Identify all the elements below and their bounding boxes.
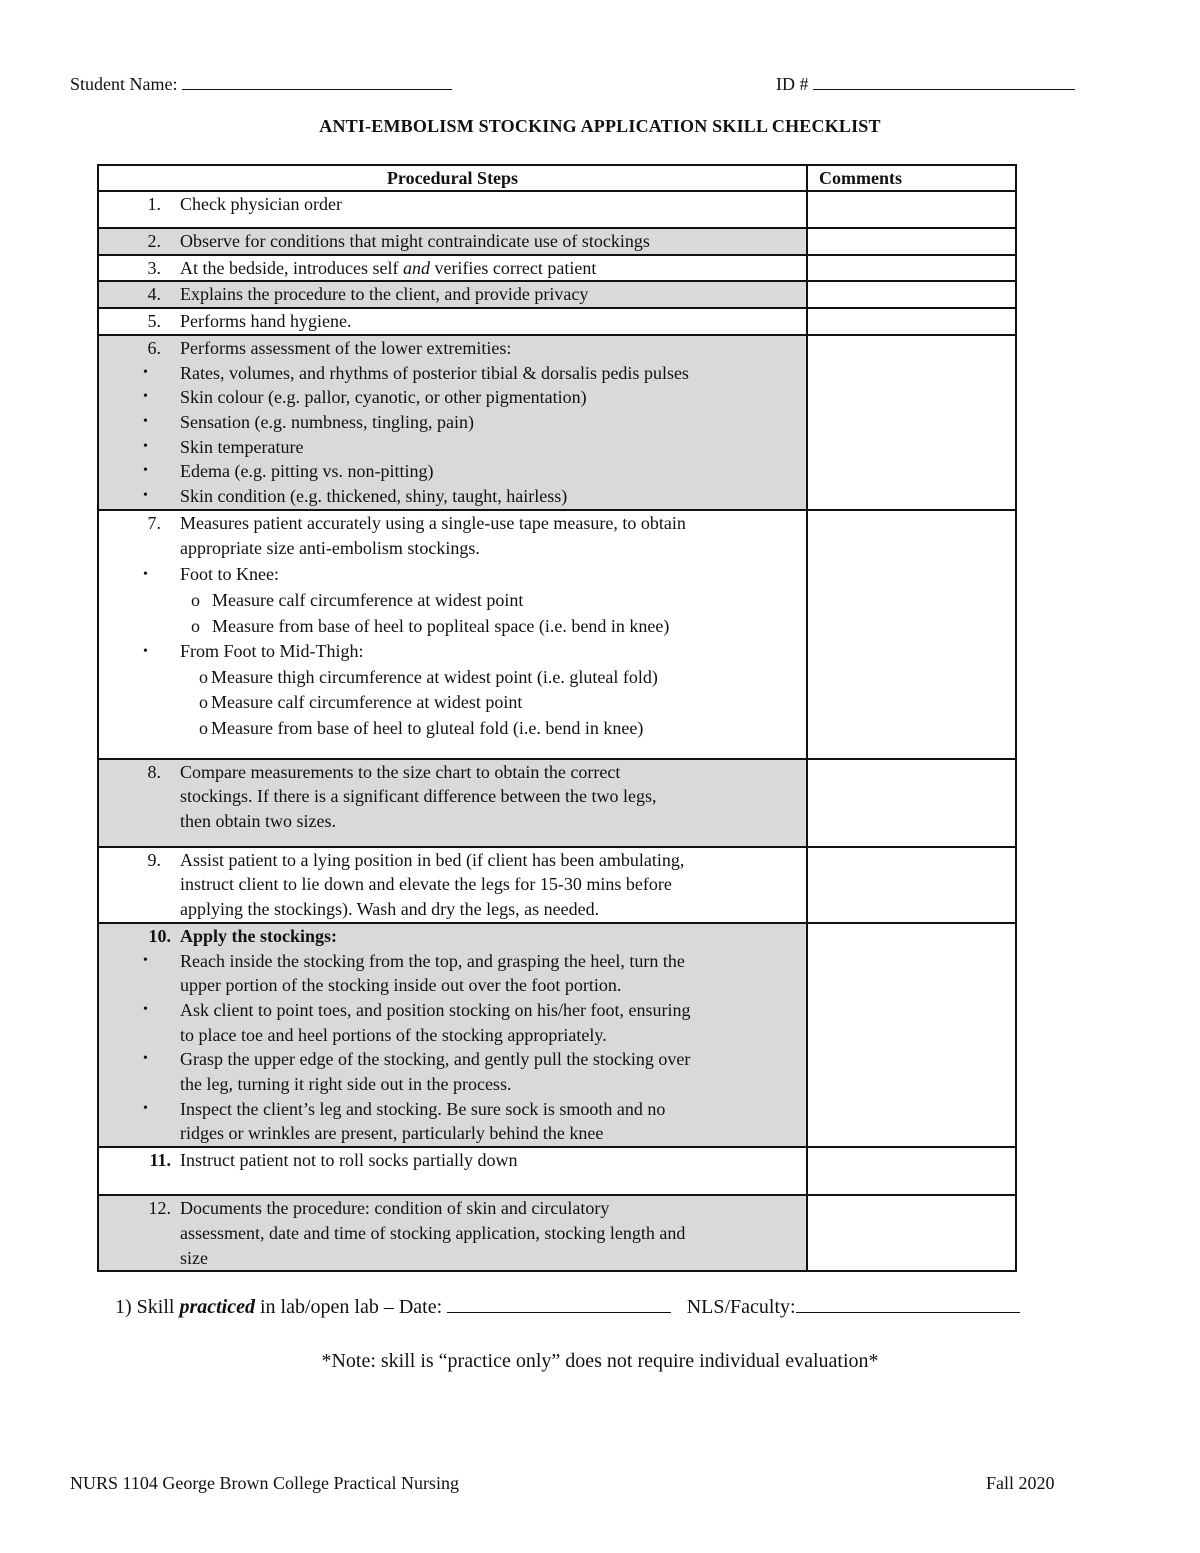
step-text: Explains the procedure to the client, and provide privacy: [180, 284, 589, 305]
checklist-table: [97, 164, 1017, 1272]
table-row: [98, 335, 1016, 510]
student-name-row: [70, 73, 452, 95]
table-row: [98, 191, 1016, 228]
table-header-row: [98, 165, 1016, 191]
comment-cell[interactable]: [807, 255, 1016, 282]
list-item-continued: the leg, turning it right side out in the process.: [180, 1074, 512, 1095]
bullet: •: [143, 488, 148, 504]
step-text: Measures patient accurately using a single-use tape measure, to obtain: [180, 512, 686, 533]
table-row: [98, 281, 1016, 308]
step-text: Documents the procedure: condition of skin and circulatory: [180, 1198, 610, 1219]
step-cell: [98, 1147, 807, 1195]
list-item: Ask client to point toes, and position stocking on his/her foot, ensuring: [180, 999, 691, 1020]
step-number: 2.: [147, 231, 161, 251]
step-text: At the bedside, introduces self: [180, 257, 403, 278]
bullet: •: [143, 463, 148, 479]
bullet: •: [143, 1100, 148, 1116]
footer-term: Fall 2020: [986, 1473, 1055, 1493]
step-number: 5.: [147, 311, 161, 332]
step-cell: [98, 1195, 807, 1271]
bullet: •: [143, 566, 148, 582]
bullet: •: [143, 364, 148, 380]
bullet: •: [143, 1001, 148, 1017]
comment-cell[interactable]: [807, 191, 1016, 228]
step-cell: [98, 335, 807, 510]
comment-cell[interactable]: [807, 308, 1016, 335]
list-item-continued: to place toe and heel portions of the stocking appropriately.: [180, 1024, 607, 1045]
practice-note: *Note: skill is “practice only” does not require individual evaluation*: [321, 1350, 879, 1372]
step-cell: [98, 281, 807, 308]
step-cell: [98, 759, 807, 847]
step-number: 8.: [147, 761, 161, 782]
table-row: [98, 1195, 1016, 1271]
bullet: •: [143, 438, 148, 454]
step-text-continued: instruct client to lie down and elevate the legs for 15-30 mins before: [180, 874, 672, 895]
comment-cell[interactable]: [807, 759, 1016, 847]
sub-list-item: Measure from base of heel to gluteal fold (i.e. bend in knee): [211, 717, 644, 738]
step-text-continued: stockings. If there is a significant difference between the two legs,: [180, 786, 657, 807]
sub-bullet: o: [199, 666, 208, 687]
table-row: [98, 923, 1016, 1147]
list-item: Inspect the client’s leg and stocking. Be sure sock is smooth and no: [180, 1098, 666, 1119]
faculty-label: NLS/Faculty:: [686, 1296, 796, 1318]
sub-bullet: o: [191, 590, 200, 611]
step-cell: [98, 228, 807, 255]
step-number: 11.: [149, 1150, 171, 1171]
step-cell: [98, 510, 807, 759]
bullet: •: [143, 952, 148, 968]
practice-prefix: 1) Skill: [115, 1296, 180, 1318]
step-text-continued: size: [180, 1247, 208, 1268]
step-text-continued: appropriate size anti-embolism stockings.: [180, 538, 480, 559]
bullet: •: [143, 389, 148, 405]
step-text: Performs hand hygiene.: [180, 311, 352, 332]
practice-date-field[interactable]: [447, 1294, 671, 1313]
col-procedural-steps: Procedural Steps: [98, 165, 807, 191]
step-text: Apply the stockings:: [180, 925, 338, 946]
step-text: verifies correct patient: [429, 257, 597, 278]
step-cell: [98, 308, 807, 335]
list-item: Skin temperature: [180, 436, 304, 457]
step-text: Compare measurements to the size chart to obtain the correct: [180, 761, 621, 782]
id-row: [776, 73, 1075, 95]
list-item: From Foot to Mid-Thigh:: [180, 641, 364, 662]
comment-cell[interactable]: [807, 1147, 1016, 1195]
table-row: [98, 308, 1016, 335]
sub-bullet: o: [199, 717, 208, 738]
comment-cell[interactable]: [807, 228, 1016, 255]
step-number: 3.: [147, 257, 161, 278]
list-item-continued: upper portion of the stocking inside out over the foot portion.: [180, 975, 622, 996]
sub-bullet: o: [191, 615, 200, 636]
col-comments: Comments: [807, 165, 1016, 191]
practice-emphasis: practiced: [179, 1296, 255, 1318]
comment-cell[interactable]: [807, 923, 1016, 1147]
comment-cell[interactable]: [807, 335, 1016, 510]
list-item: Sensation (e.g. numbness, tingling, pain): [180, 411, 474, 432]
step-cell: [98, 255, 807, 282]
id-label: ID #: [776, 74, 809, 94]
table-row: [98, 759, 1016, 847]
step-number: 1.: [147, 194, 161, 214]
sub-list-item: Measure calf circumference at widest point: [211, 692, 523, 713]
comment-cell[interactable]: [807, 510, 1016, 759]
step-text: Check physician order: [180, 194, 342, 214]
student-name-field[interactable]: [182, 73, 452, 90]
sub-list-item: Measure from base of heel to popliteal space (i.e. bend in knee): [212, 615, 670, 636]
step-text: Performs assessment of the lower extremities:: [180, 337, 512, 358]
practice-line: [115, 1294, 1020, 1319]
list-item: Foot to Knee:: [180, 563, 279, 584]
step-text: Assist patient to a lying position in bed (if client has been ambulating,: [180, 849, 685, 870]
list-item: Grasp the upper edge of the stocking, and gently pull the stocking over: [180, 1049, 691, 1070]
step-text: Instruct patient not to roll socks partially down: [180, 1150, 518, 1171]
list-item: Reach inside the stocking from the top, and grasping the heel, turn the: [180, 950, 685, 971]
comment-cell[interactable]: [807, 281, 1016, 308]
bullet: •: [143, 413, 148, 429]
step-number: 10.: [148, 925, 171, 946]
table-row: [98, 1147, 1016, 1195]
comment-cell[interactable]: [807, 1195, 1016, 1271]
comment-cell[interactable]: [807, 847, 1016, 923]
sub-bullet: o: [199, 692, 208, 713]
step-text-emphasis: and: [402, 257, 430, 278]
list-item: Skin colour (e.g. pallor, cyanotic, or other pigmentation): [180, 387, 587, 408]
step-number: 4.: [147, 284, 161, 305]
list-item: Skin condition (e.g. thickened, shiny, taught, hairless): [180, 486, 568, 507]
step-text-continued: then obtain two sizes.: [180, 811, 336, 832]
table-row: [98, 847, 1016, 923]
bullet: •: [143, 644, 148, 660]
step-text: Observe for conditions that might contraindicate use of stockings: [180, 231, 650, 251]
step-cell: [98, 847, 807, 923]
step-number: 12.: [148, 1198, 171, 1219]
practice-date-label: in lab/open lab – Date:: [254, 1296, 448, 1318]
id-field[interactable]: [813, 73, 1075, 90]
step-number: 9.: [147, 849, 161, 870]
footer-course: NURS 1104 George Brown College Practical Nursing: [70, 1473, 459, 1493]
table-row: [98, 510, 1016, 759]
step-cell: [98, 191, 807, 228]
faculty-field[interactable]: [796, 1294, 1020, 1313]
step-text-continued: applying the stockings). Wash and dry the legs, as needed.: [180, 899, 600, 920]
step-text-continued: assessment, date and time of stocking application, stocking length and: [180, 1222, 686, 1243]
list-item: Edema (e.g. pitting vs. non-pitting): [180, 461, 434, 482]
step-number: 7.: [147, 512, 161, 533]
table-row: [98, 255, 1016, 282]
step-cell: [98, 923, 807, 1147]
step-number: 6.: [147, 337, 161, 358]
student-name-label: Student Name:: [70, 74, 178, 94]
list-item: Rates, volumes, and rhythms of posterior tibial & dorsalis pedis pulses: [180, 362, 689, 383]
sub-list-item: Measure calf circumference at widest point: [212, 590, 524, 611]
page-title: ANTI-EMBOLISM STOCKING APPLICATION SKILL CHECKLIST: [319, 116, 881, 136]
bullet: •: [143, 1051, 148, 1067]
table-row: [98, 228, 1016, 255]
list-item-continued: ridges or wrinkles are present, particularly behind the knee: [180, 1123, 604, 1144]
sub-list-item: Measure thigh circumference at widest point (i.e. gluteal fold): [211, 666, 658, 687]
